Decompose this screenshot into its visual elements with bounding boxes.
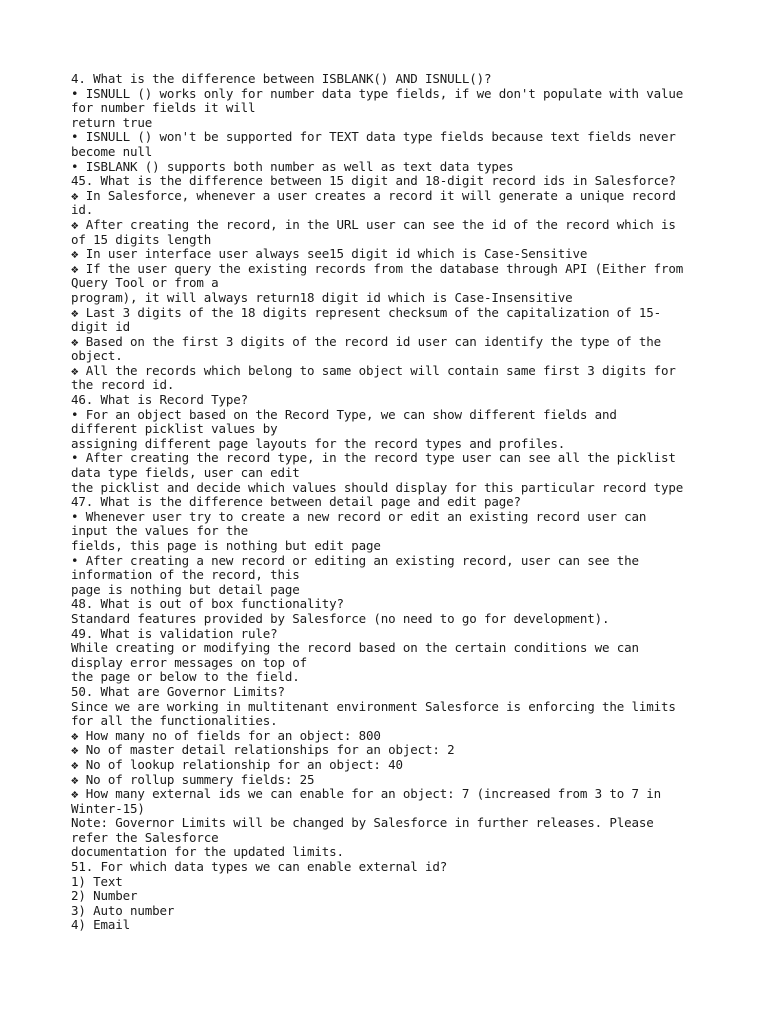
text-line: for all the functionalities. bbox=[71, 714, 278, 729]
text-line: become null bbox=[71, 144, 153, 159]
text-line: different picklist values by bbox=[71, 422, 278, 437]
text-line: display error messages on top of bbox=[71, 655, 308, 670]
text-line: • ISNULL () works only for number data type fields, if we don't populate with value bbox=[71, 86, 684, 101]
text-line: 4. What is the difference between ISBLANK() AND ISNULL()? bbox=[71, 72, 492, 86]
text-line: Query Tool or from a bbox=[71, 276, 219, 291]
text-line: ❖ How many external ids we can enable for an object: 7 (increased from 3 to 7 in bbox=[71, 787, 662, 802]
text-line: Standard features provided by Salesforce (no need to go for development). bbox=[71, 611, 610, 626]
text-line: information of the record, this bbox=[71, 568, 300, 583]
text-line: ❖ In Salesforce, whenever a user creates a record it will generate a unique record bbox=[71, 188, 676, 203]
text-line: ❖ All the records which belong to same object will contain same first 3 digits for bbox=[71, 363, 676, 378]
text-line: While creating or modifying the record based on the certain conditions we can bbox=[71, 641, 639, 656]
text-line: the picklist and decide which values should display for this particular record type bbox=[71, 480, 684, 495]
text-line: 51. For which data types we can enable external id? bbox=[71, 860, 448, 875]
text-line: ❖ Based on the first 3 digits of the record id user can identify the type of the bbox=[71, 334, 662, 349]
text-line: ❖ How many no of fields for an object: 800 bbox=[71, 728, 381, 743]
text-line: documentation for the updated limits. bbox=[71, 845, 344, 860]
text-line: refer the Salesforce bbox=[71, 830, 219, 845]
text-line: • ISNULL () won't be supported for TEXT data type fields because text fields never bbox=[71, 130, 676, 145]
text-line: id. bbox=[71, 203, 94, 218]
text-line: data type fields, user can edit bbox=[71, 466, 300, 481]
text-line: 48. What is out of box functionality? bbox=[71, 597, 344, 612]
text-line: 49. What is validation rule? bbox=[71, 626, 278, 641]
text-line: 46. What is Record Type? bbox=[71, 393, 249, 408]
text-line: fields, this page is nothing but edit page bbox=[71, 539, 381, 553]
text-line: ❖ In user interface user always see15 digit id which is Case-Sensitive bbox=[71, 247, 588, 262]
text-line: 47. What is the difference between detail page and edit page? bbox=[71, 495, 521, 510]
text-line: • Whenever user try to create a new record or edit an existing record user can bbox=[71, 509, 647, 524]
text-line: assigning different page layouts for the record types and profiles. bbox=[71, 436, 566, 451]
text-line: 4) Email bbox=[71, 918, 131, 933]
text-line: the record id. bbox=[71, 378, 175, 393]
text-line: ❖ If the user query the existing records from the database through API (Either from bbox=[71, 261, 684, 276]
text-line: 45. What is the difference between 15 digit and 18-digit record ids in Salesforce? bbox=[71, 174, 676, 189]
text-line: digit id bbox=[71, 320, 131, 335]
text-line: input the values for the bbox=[71, 524, 249, 539]
text-line: 50. What are Governor Limits? bbox=[71, 684, 285, 699]
text-line: Note: Governor Limits will be changed by Salesforce in further releases. Please bbox=[71, 816, 654, 831]
text-line: page is nothing but detail page bbox=[71, 582, 300, 597]
text-line: Since we are working in multitenant environment Salesforce is enforcing the limits bbox=[71, 699, 676, 714]
text-line: • After creating the record type, in the record type user can see all the picklist bbox=[71, 451, 676, 466]
text-line: ❖ After creating the record, in the URL user can see the id of the record which is bbox=[71, 217, 676, 232]
text-line: of 15 digits length bbox=[71, 232, 212, 247]
text-line: ❖ No of rollup summery fields: 25 bbox=[71, 772, 315, 787]
text-line: • For an object based on the Record Type, we can show different fields and bbox=[71, 407, 617, 422]
text-line: 2) Number bbox=[71, 889, 138, 904]
text-line: ❖ No of master detail relationships for an object: 2 bbox=[71, 743, 455, 758]
text-line: ❖ No of lookup relationship for an object: 40 bbox=[71, 757, 403, 772]
document-body bbox=[71, 72, 721, 933]
text-line: 3) Auto number bbox=[71, 903, 175, 918]
text-line: 1) Text bbox=[71, 874, 123, 889]
text-line: ❖ Last 3 digits of the 18 digits represent checksum of the capitalization of 15- bbox=[71, 305, 662, 320]
text-line: object. bbox=[71, 349, 123, 364]
text-line: for number fields it will bbox=[71, 101, 256, 116]
text-line: return true bbox=[71, 115, 153, 130]
text-line: Winter-15) bbox=[71, 801, 145, 816]
text-line: the page or below to the field. bbox=[71, 670, 300, 685]
text-line: program), it will always return18 digit id which is Case-Insensitive bbox=[71, 290, 573, 305]
text-line: • After creating a new record or editing an existing record, user can see the bbox=[71, 553, 639, 568]
text-line: • ISBLANK () supports both number as well as text data types bbox=[71, 159, 514, 174]
